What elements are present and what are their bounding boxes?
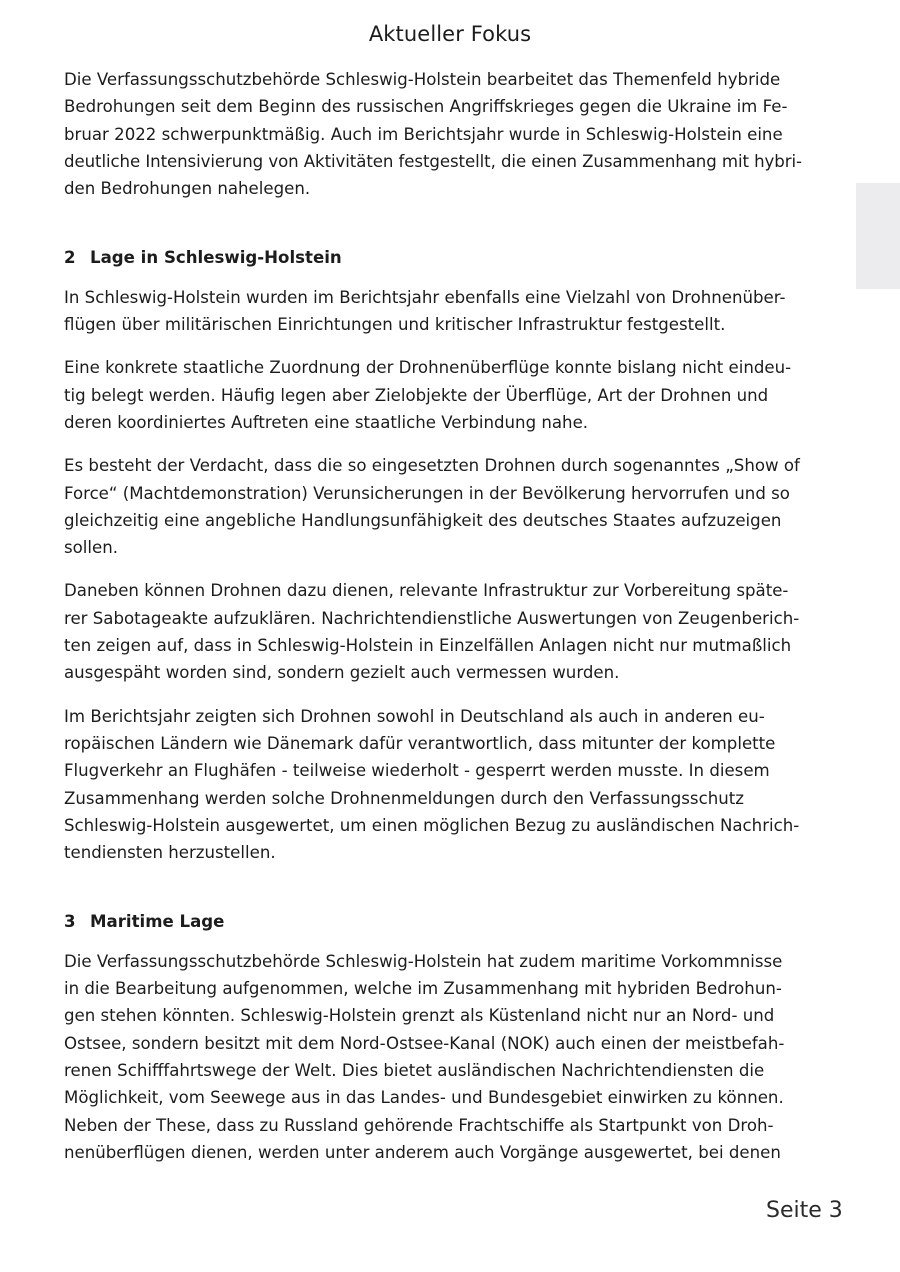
text-line: Im Berichtsjahr zeigten sich Drohnen sowohl in Deutschland als auch in anderen eu- [64, 706, 765, 726]
text-line: Möglichkeit, vom Seewege aus in das Landes- und Bundesgebiet einwirken zu können. [64, 1088, 784, 1108]
text-line: Ostsee, sondern besitzt mit dem Nord-Ostsee-Kanal (NOK) auch einen der meistbefah- [64, 1033, 785, 1053]
document-body [64, 66, 802, 1182]
section-2-paragraph-4 [64, 577, 802, 686]
text-line: tendiensten herzustellen. [64, 843, 276, 863]
text-line: Bedrohungen seit dem Beginn des russischen Angriffskrieges gegen die Ukraine im Fe- [64, 97, 788, 117]
section-3-paragraph-1 [64, 948, 802, 1166]
text-line: Die Verfassungsschutzbehörde Schleswig-Holstein bearbeitet das Themenfeld hybride [64, 70, 781, 89]
text-line: deren koordiniertes Auftreten eine staatliche Verbindung nahe. [64, 412, 589, 432]
text-line: Es besteht der Verdacht, dass die so eingesetzten Drohnen durch sogenanntes „Show of [64, 456, 800, 476]
text-line: den Bedrohungen nahelegen. [64, 179, 311, 199]
section-2-paragraph-3 [64, 452, 802, 561]
text-line: Daneben können Drohnen dazu dienen, relevante Infrastruktur zur Vorbereitung späte- [64, 581, 789, 601]
text-line: flügen über militärischen Einrichtungen und kritischer Infrastruktur festgestellt. [64, 315, 726, 335]
text-line: in die Bearbeitung aufgenommen, welche im Zusammenhang mit hybriden Bedrohun- [64, 979, 782, 999]
section-title: Maritime Lage [90, 912, 225, 932]
text-line: ten zeigen auf, dass in Schleswig-Holstein in Einzelfällen Anlagen nicht nur mutmaßlich [64, 636, 792, 656]
side-tab-marker [856, 183, 900, 289]
text-line: Neben der These, dass zu Russland gehörende Frachtschiffe als Startpunkt von Droh- [64, 1115, 774, 1135]
section-number: 2 [64, 248, 76, 268]
text-line: renen Schifffahrtswege der Welt. Dies bietet ausländischen Nachrichtendiensten die [64, 1060, 765, 1080]
text-line: deutliche Intensivierung von Aktivitäten festgestellt, die einen Zusammenhang mit hybri- [64, 151, 802, 171]
page-header-title: Aktueller Fokus [368, 22, 532, 46]
text-line: rer Sabotageakte aufzuklären. Nachrichtendienstliche Auswertungen von Zeugenberich- [64, 608, 800, 628]
text-line: Eine konkrete staatliche Zuordnung der Drohnenüberflüge konnte bislang nicht eindeu- [64, 358, 792, 378]
section-title: Lage in Schleswig-Holstein [90, 248, 342, 268]
intro-paragraph [64, 66, 802, 202]
section-2-paragraph-5 [64, 703, 802, 867]
text-line: ausgespäht worden sind, sondern gezielt auch vermessen wurden. [64, 663, 620, 683]
text-line: gleichzeitig eine angebliche Handlungsunfähigkeit des deutsches Staates aufzuzeigen [64, 510, 782, 530]
text-line: In Schleswig-Holstein wurden im Berichtsjahr ebenfalls eine Vielzahl von Drohnenüber- [64, 287, 786, 307]
text-line: Schleswig-Holstein ausgewertet, um einen möglichen Bezug zu ausländischen Nachrich- [64, 815, 800, 835]
text-line: nenüberflügen dienen, werden unter anderem auch Vorgänge ausgewertet, bei denen [64, 1142, 781, 1162]
section-2-paragraph-1 [64, 284, 802, 339]
section-2-paragraph-2 [64, 354, 802, 436]
text-line: Force“ (Machtdemonstration) Verunsicherungen in der Bevölkerung hervorrufen und so [64, 483, 790, 503]
text-line: Zusammenhang werden solche Drohnenmeldungen durch den Verfassungsschutz [64, 788, 744, 808]
section-heading-2 [64, 244, 802, 271]
text-line: bruar 2022 schwerpunktmäßig. Auch im Berichtsjahr wurde in Schleswig-Holstein eine [64, 124, 783, 144]
section-number: 3 [64, 912, 76, 932]
text-line: tig belegt werden. Häufig legen aber Zielobjekte der Überflüge, Art der Drohnen und [64, 385, 769, 405]
section-heading-3 [64, 908, 802, 935]
text-line: gen stehen könnten. Schleswig-Holstein grenzt als Küstenland nicht nur an Nord- und [64, 1006, 775, 1026]
text-line: Flugverkehr an Flughäfen - teilweise wiederholt - gesperrt werden musste. In diesem [64, 761, 770, 781]
text-line: Die Verfassungsschutzbehörde Schleswig-Holstein hat zudem maritime Vorkommnisse [64, 951, 783, 971]
text-line: ropäischen Ländern wie Dänemark dafür verantwortlich, dass mitunter der komplette [64, 733, 776, 753]
text-line: sollen. [64, 538, 119, 558]
page-number: Seite 3 [766, 1198, 843, 1223]
